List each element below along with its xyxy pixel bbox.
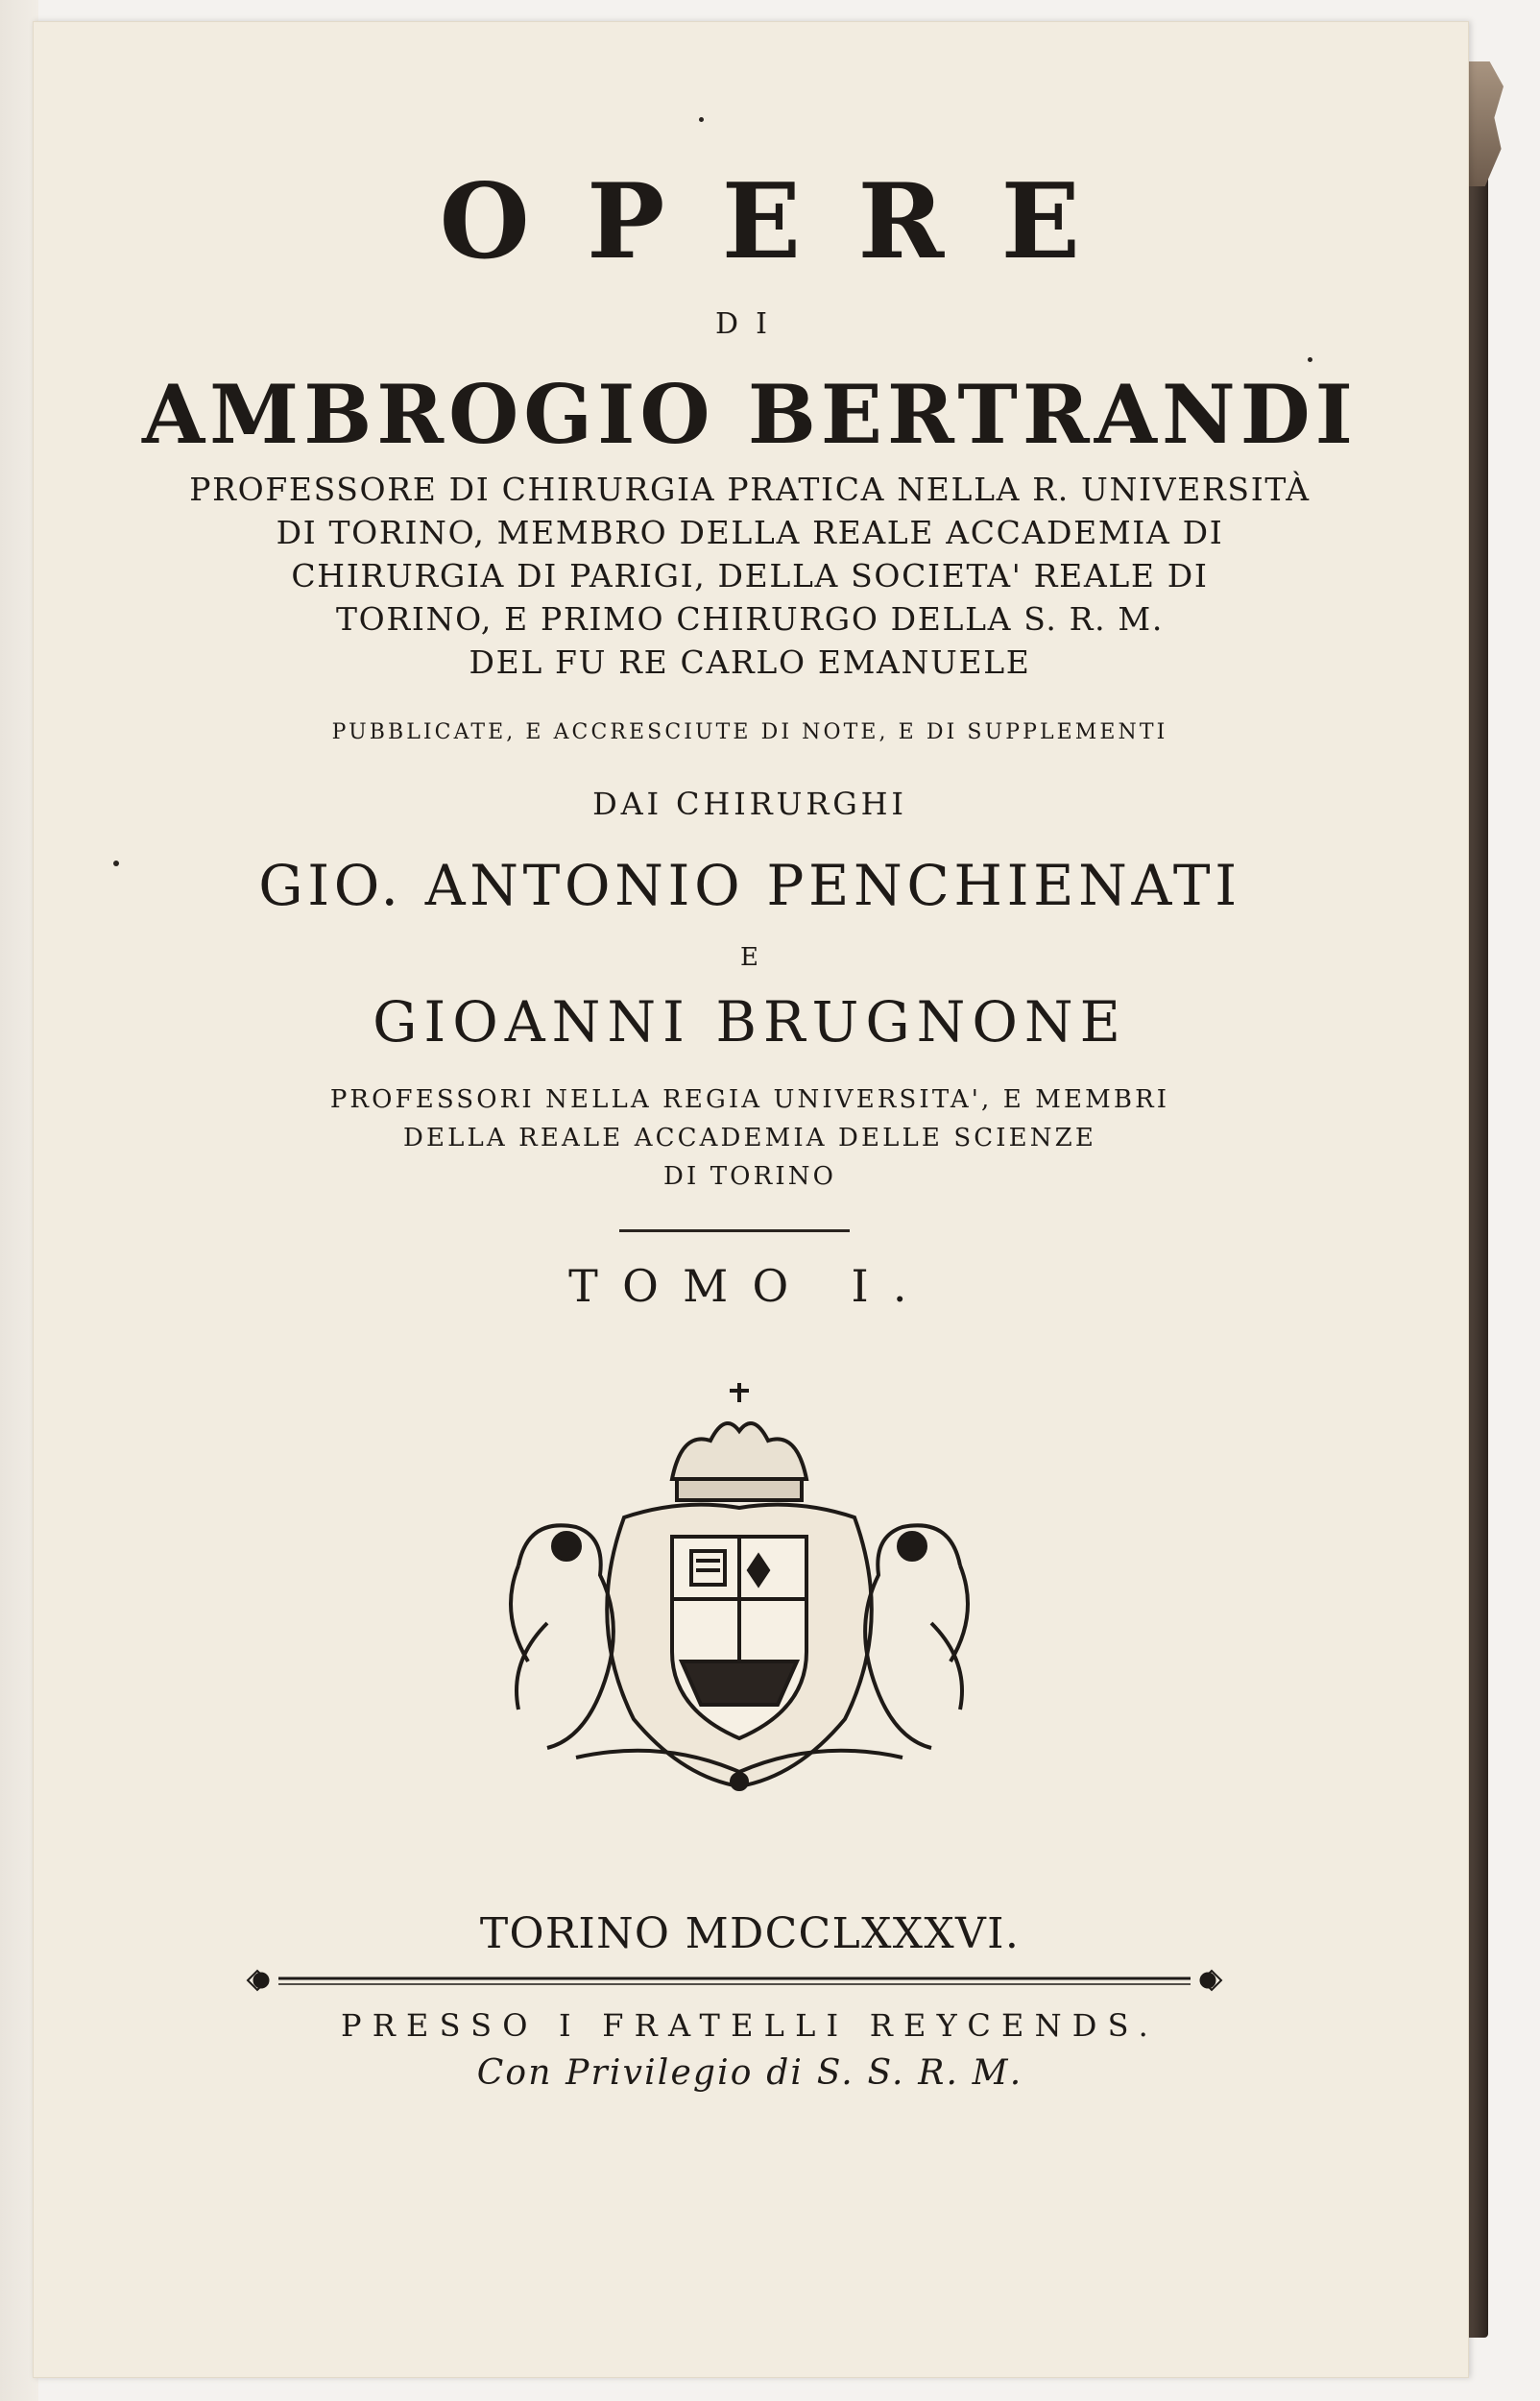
privilege-note: Con Privilegio di S. S. R. M. — [476, 2053, 1023, 2093]
paper-speck — [113, 861, 119, 866]
paper-speck — [1308, 357, 1312, 362]
ornamental-rule — [240, 1959, 1229, 1998]
conjunction: E — [739, 943, 760, 972]
paper-speck — [699, 117, 704, 122]
author-description-line: DI TORINO, MEMBRO DELLA REALE ACCADEMIA DI — [276, 514, 1224, 551]
by-line: DAI CHIRURGHI — [592, 786, 907, 822]
divider-rule — [619, 1229, 850, 1232]
author-description-line: DEL FU RE CARLO EMANUELE — [469, 643, 1031, 681]
editor-2: GIOANNI BRUGNONE — [373, 989, 1127, 1055]
title-di: DI — [715, 307, 784, 341]
main-title: OPERE — [439, 161, 1138, 282]
editor-1: GIO. ANTONIO PENCHIENATI — [258, 853, 1241, 918]
editors-description-line: DELLA REALE ACCADEMIA DELLE SCIENZE — [403, 1124, 1096, 1152]
author-description-line: CHIRURGIA DI PARIGI, DELLA SOCIETA' REALE DI — [291, 557, 1209, 594]
editors-description-line: PROFESSORI NELLA REGIA UNIVERSITA', E MEMBRI — [329, 1085, 1170, 1114]
author-name: AMBROGIO BERTRANDI — [141, 367, 1359, 462]
author-description-line: TORINO, E PRIMO CHIRURGO DELLA S. R. M. — [336, 600, 1164, 638]
publisher: PRESSO I FRATELLI REYCENDS. — [340, 2007, 1160, 2044]
author-description-line: PROFESSORE DI CHIRURGIA PRATICA NELLA R. UNIVERSITÀ — [189, 471, 1311, 508]
royal-coat-of-arms-icon — [490, 1373, 989, 1796]
imprint-place-year: TORINO MDCCLXXXVI. — [479, 1909, 1021, 1958]
volume-label: TOMO I. — [568, 1260, 931, 1312]
published-line: PUBBLICATE, E ACCRESCIUTE DI NOTE, E DI SUPPLEMENTI — [331, 720, 1168, 744]
editors-description-line: DI TORINO — [662, 1162, 837, 1191]
